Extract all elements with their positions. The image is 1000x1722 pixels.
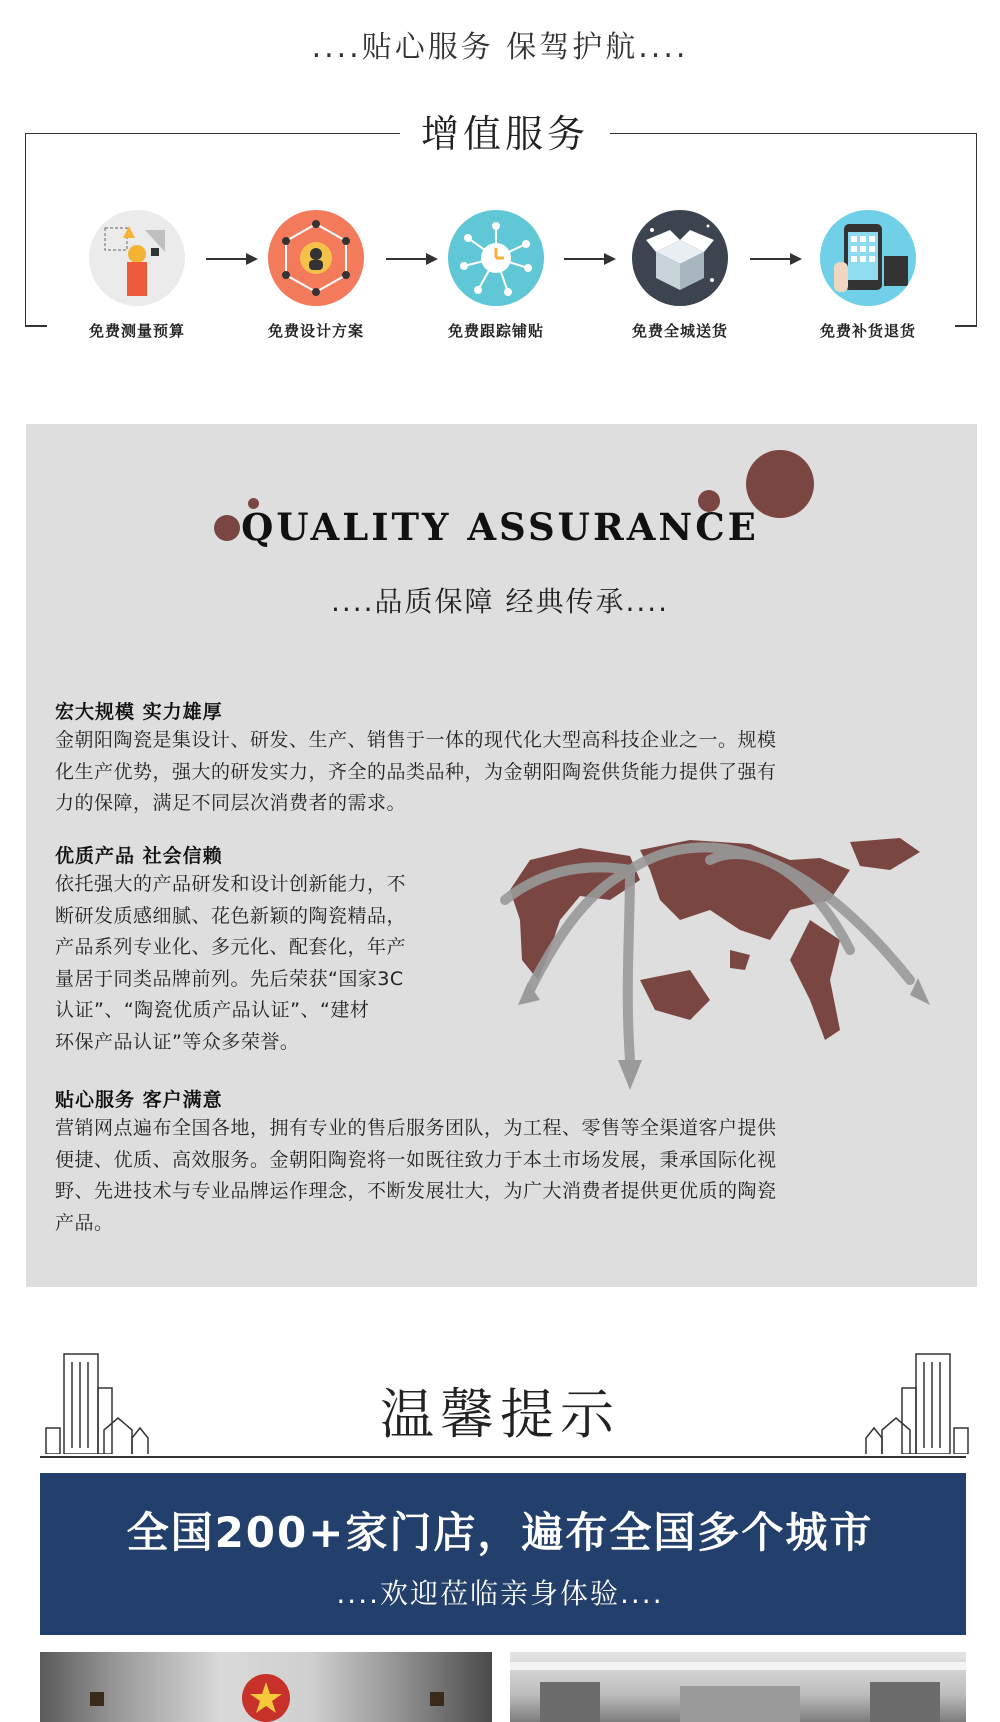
design-plan-icon	[268, 210, 364, 306]
tracking-clock-icon	[448, 210, 544, 306]
measure-budget-icon	[89, 210, 185, 306]
body-line: 化生产优势，强大的研发实力，齐全的品类品种，为金朝阳陶瓷供货能力提供了强有	[55, 760, 777, 783]
service-tracking	[426, 210, 566, 341]
body-line: 环保产品认证”等众多荣誉。	[55, 1030, 300, 1053]
frame-corner-right	[955, 325, 977, 327]
body-line: 产品系列专业化、多元化、配套化，年产	[55, 936, 407, 958]
body-line: 野、先进技术与专业品牌运作理念，不断发展壮大，为广大消费者提供更优质的陶瓷	[55, 1180, 777, 1202]
section-heading: 宏大规模 实力雄厚	[55, 701, 223, 723]
divider	[40, 1456, 966, 1458]
delivery-box-icon	[632, 210, 728, 306]
service-label: 免费测量预算	[88, 322, 185, 340]
body-line: 断研发质感细腻、花色新颖的陶瓷精品，	[55, 904, 407, 927]
service-delivery	[610, 210, 750, 341]
body-line: 产品。	[55, 1211, 114, 1234]
section-heading: 贴心服务 客户满意	[55, 1089, 223, 1111]
store-photo-left	[40, 1652, 492, 1722]
body-line: 营销网点遍布全国各地，拥有专业的售后服务团队，为工程、零售等全渠道客户提供	[55, 1117, 777, 1139]
arrow-icon	[564, 258, 614, 260]
quality-title: QUALITY ASSURANCE	[241, 505, 759, 549]
phone-return-icon	[820, 210, 916, 306]
service-tagline: ....贴心服务 保驾护航....	[311, 30, 689, 65]
service-label: 免费设计方案	[267, 322, 364, 340]
service-label: 免费跟踪铺贴	[447, 322, 544, 340]
store-photo-right	[510, 1652, 966, 1722]
body-line: 便捷、优质、高效服务。金朝阳陶瓷将一如既往致力于本土市场发展，秉承国际化视	[55, 1148, 777, 1171]
body-line: 依托强大的产品研发和设计创新能力，不	[55, 873, 407, 895]
world-map-illustration	[490, 830, 940, 1100]
body-line: 量居于同类品牌前列。先后荣获“国家3C	[55, 967, 404, 990]
frame-corner-left	[25, 325, 47, 327]
service-measure	[67, 210, 207, 341]
quality-subtitle: ....品质保障 经典传承....	[330, 585, 670, 618]
section-body	[55, 1113, 945, 1239]
section-body	[55, 725, 935, 820]
banner-subtitle: ....欢迎莅临亲身体验....	[336, 1577, 664, 1610]
tips-title: 温馨提示	[380, 1383, 620, 1446]
value-added-title: 增值服务	[400, 106, 610, 162]
banner-heading: 全国200+家门店，遍布全国多个城市	[126, 1508, 874, 1557]
arrow-icon	[750, 258, 800, 260]
section-heading: 优质产品 社会信赖	[55, 845, 223, 867]
body-line: 力的保障，满足不同层次消费者的需求。	[55, 792, 407, 814]
service-label: 免费全城送货	[631, 322, 728, 340]
body-line: 认证”、“陶瓷优质产品认证”、“建材	[55, 999, 370, 1021]
section-body	[55, 869, 495, 1058]
service-return	[798, 210, 938, 341]
service-label: 免费补货退货	[819, 322, 916, 340]
body-line: 金朝阳陶瓷是集设计、研发、生产、销售于一体的现代化大型高科技企业之一。规模	[55, 729, 777, 751]
service-design	[246, 210, 386, 341]
